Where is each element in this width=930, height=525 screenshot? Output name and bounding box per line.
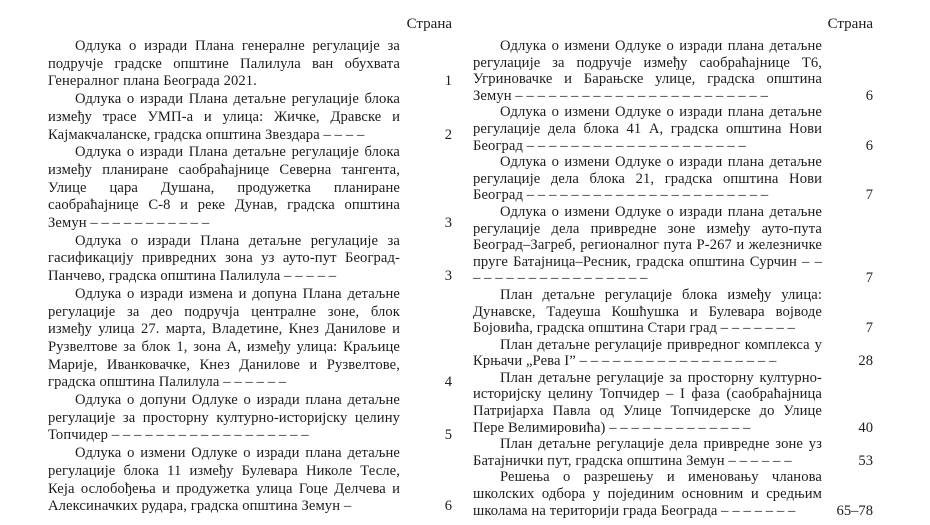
toc-entry-page: 6 [865,87,873,104]
toc-entry-text: План детаљне регулације за просторну културно-историјску целину Топчидер – I фаза (саобраћајница Патријарха Павла од Улице Топчидерске до Улице Пере Велимировића) – – – – – – – – – – – – – [473,369,822,436]
toc-entry-text: План детаљне регулације привредног комплекса у Крњачи „Рева I” – – – – – – – – – – – – – – – – – – [473,336,822,370]
toc-entry-text: Одлука о изради Плана детаљне регулације за гасификацију привредних зона уз ауто-пут Београд-Панчево, градска општина Палилула – – – – – [48,232,400,285]
toc-entry-page: 2 [444,126,452,143]
toc-entry-page: 7 [865,270,873,287]
toc-entry-page: 3 [444,268,452,285]
toc-entry [48,286,452,392]
toc-column-left [48,16,452,516]
toc-entry-page: 53 [858,452,873,469]
toc-entry [473,370,873,436]
toc-entry-text: План детаљне регулације блока између улица: Дунавске, Тадеуша Кошћушка и Булевара војводе Бојовића, градска општина Стари град – – – – – – – [473,286,822,337]
toc-entry-text: Одлука о измени Одлуке о изради плана детаљне регулације дела блока 21, градска општина Нови Београд – – – – – – – – – – – – – – – – – – – – – – [473,154,822,204]
toc-entry [473,154,873,204]
toc-entry-text: Одлука о измени Одлуке о изради плана детаљне регулације дела блока 41 А, градска општина Нови Београд – – – – – – – – – – – – – – – – – – – – [473,104,822,154]
toc-entry-page: 6 [444,498,452,515]
toc-entry [473,469,873,519]
toc-entry-page: 6 [865,137,873,154]
toc-entry-page: 3 [444,215,452,232]
toc-entry-text: Одлука о измени Одлуке о изради плана детаљне регулације дела привредне зоне између ауто-пута Београд–Загреб, регионалног пута Р-267 и железничке пруге Батајница–Ресник, градска општина Сурчин – – – – – – – – – – – – – – – – – – [473,203,822,287]
toc-entry-page: 5 [444,427,452,444]
toc-entry [48,392,452,445]
toc-entry-page: 40 [858,419,873,436]
page-column-header: Страна [827,16,873,32]
toc-entry [473,104,873,154]
toc-entry [48,91,452,144]
toc-entry [473,204,873,287]
toc-entry-page: 1 [444,73,452,90]
toc-entry-text: Одлука о изради измена и допуна Плана детаљне регулације за део подручја централне зоне, блок између улица 27. марта, Владетине, Кнез Данилове и Рузвелтове за блок 1, зона А, између улица: Краљице Марије, Иванковачке, Кнез Данилове и Рузвелтове, градска општина Палилула – – – – – – [48,285,400,391]
toc-entry [48,233,452,286]
toc-entry [473,287,873,337]
toc-entry-page: 4 [444,374,452,391]
toc-entry-text: Решења о разрешењу и именовању чланова школских одбора у појединим основним и средњим школама на територији града Београда – – – – – – – [473,469,822,519]
toc-entry [48,38,452,91]
toc-column-right [473,16,873,519]
toc-entry [48,445,452,516]
toc-entry [473,337,873,370]
toc-entry-text: План детаљне регулације дела привредне зоне уз Батајнички пут, градска општина Земун – – – – – – [473,436,822,469]
toc-entry-text: Одлука о изради Плана генералне регулације за подручје градске општине Палилула ван обухвата Генералног плана Београда 2021. [48,38,400,90]
toc-entry [473,436,873,469]
toc-entry-text: Одлука о допуни Одлуке о изради плана детаљне регулације за просторну културно-историјску целину Топчидер – – – – – – – – – – – – – – – – – – [48,392,400,444]
toc-entry-page: 65–78 [836,502,873,519]
page-column-header: Страна [406,16,452,32]
toc-entry-text: Одлука о изради Плана детаљне регулације блока између планиране саобраћајнице Северна тангента, Улице цара Душана, продужетка планиране саобраћајнице С-8 и реке Дунав, градска општина Земун – – – – – – – – – – – [48,144,400,232]
toc-entry-text: Одлука о измени Одлуке о изради плана детаљне регулације блока 11 између Булевара Николе Тесле, Кеја ослобођења и продужетка улица Гоце Делчева и Алексиначких рудара, градска општина Земун – [48,445,400,515]
toc-entry-page: 7 [865,320,873,337]
toc-entry-text: Одлука о изради Плана детаљне регулације блока између трасе УМП-а и улица: Жичке, Дравске и Кајмакчаланске, градска општина Звездара – – – – [48,91,400,143]
toc-entry [473,38,873,104]
toc-entry-page: 7 [865,187,873,204]
toc-entry-text: Одлука о измени Одлуке о изради плана детаљне регулације за подручје између саобраћајнице Т6, Угриновачке и Барањске улице, градска општина Земун – – – – – – – – – – – – – – – – – – – – – – – [473,38,822,104]
toc-entry [48,144,452,233]
toc-entry-page: 28 [858,353,873,370]
